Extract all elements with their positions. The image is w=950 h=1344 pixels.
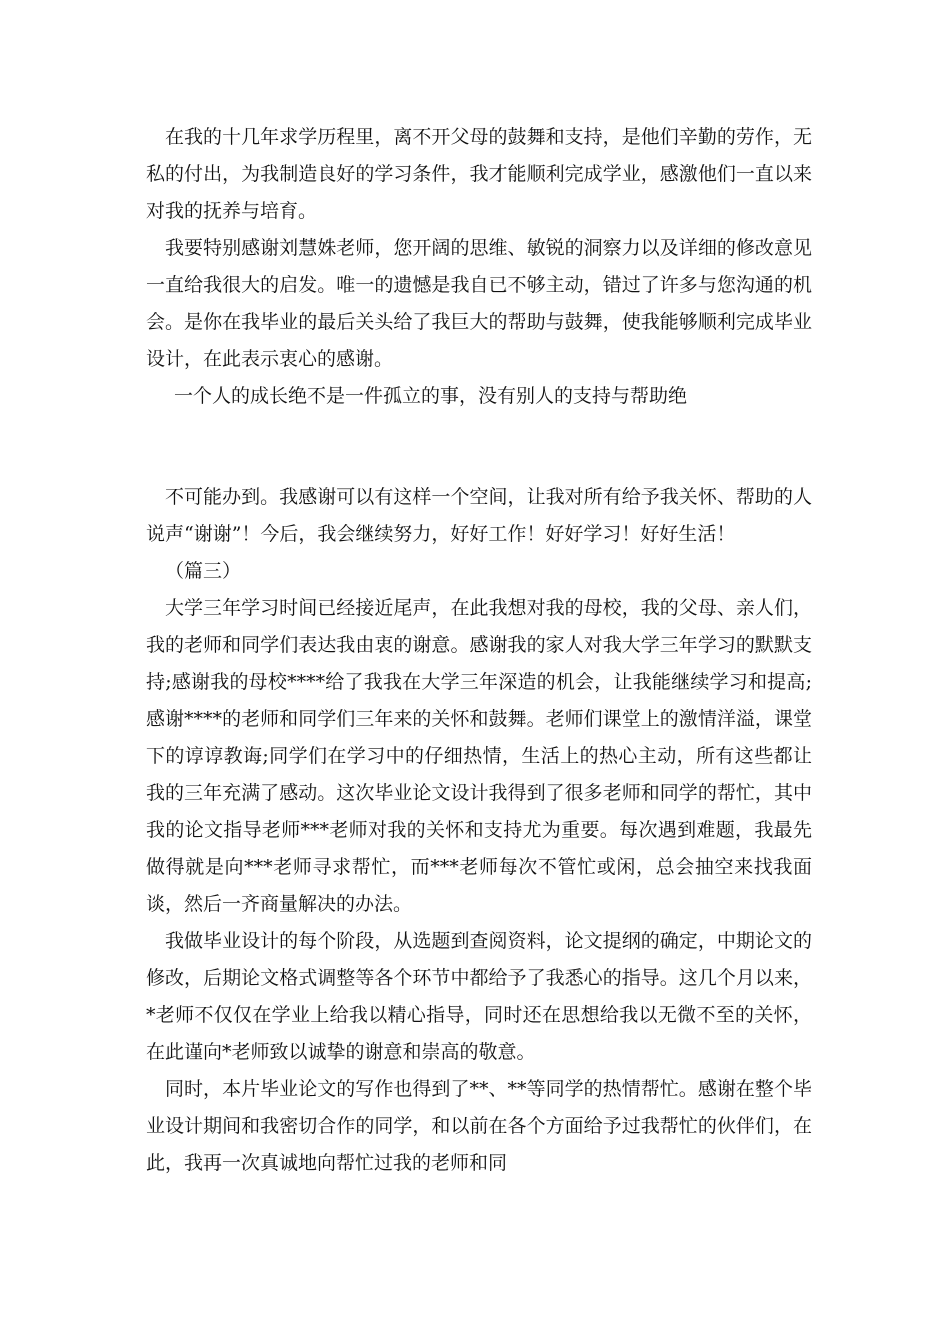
paragraph-classmates-thanks: 同时，本片毕业论文的写作也得到了**、**等同学的热情帮忙。感谢在整个毕业设计期间和我密切合作的同学，和以前在各个方面给予过我帮忙的伙伴们，在此，我再一次真诚地向帮忙过我的老师和同 [146,1078,812,1174]
paragraph-parents-thanks: 在我的十几年求学历程里，离不开父母的鼓舞和支持，是他们辛勤的劳作，无私的付出，为我制造良好的学习条件，我才能顺利完成学业，感激他们一直以来对我的抚养与培育。 [146,126,812,222]
paragraph-university-thanks: 大学三年学习时间已经接近尾声，在此我想对我的母校，我的父母、亲人们，我的老师和同学们表达我由衷的谢意。感谢我的家人对我大学三年学习的默默支持;感谢我的母校****给了我我在大学三年深造的机会，让我能继续学习和提高;感谢****的老师和同学们三年来的关怀和鼓舞。老师们课堂上的激情洋溢，课堂下的谆谆教诲;同学们在学习中的仔细热情，生活上的热心主动，所有这些都让我的三年充满了感动。这次毕业论文设计我得到了很多老师和同学的帮忙，其中我的论文指导老师***老师对我的关怀和支持尤为重要。每次遇到难题，我最先做得就是向***老师寻求帮忙，而***老师每次不管忙或闲，总会抽空来找我面谈，然后一齐商量解决的办法。 [146,597,812,915]
paragraph-growth-start: 一个人的成长绝不是一件孤立的事，没有别人的支持与帮助绝 [174,385,688,407]
section-heading-part-three: （篇三） [165,560,242,582]
paragraph-teacher-thanks: 我要特别感谢刘慧姝老师，您开阔的思维、敏锐的洞察力以及详细的修改意见一直给我很大的启发。唯一的遗憾是我自已不够主动，错过了许多与您沟通的机会。是你在我毕业的最后关头给了我巨大的帮助与鼓舞，使我能够顺利完成毕业设计，在此表示衷心的感谢。 [146,237,812,370]
paragraph-growth-continued: 不可能办到。我感谢可以有这样一个空间，让我对所有给予我关怀、帮助的人说声“谢谢”！今后，我会继续努力，好好工作！好好学习！好好生活！ [146,486,812,545]
text-block-top [146,119,812,415]
text-block-bottom [146,479,812,1182]
paragraph-advisor-guidance: 我做毕业设计的每个阶段，从选题到查阅资料，论文提纲的确定，中期论文的修改，后期论文格式调整等各个环节中都给予了我悉心的指导。这几个月以来，*老师不仅仅在学业上给我以精心指导，同时还在思想给我以无微不至的关怀，在此谨向*老师致以诚挚的谢意和崇高的敬意。 [146,930,812,1063]
